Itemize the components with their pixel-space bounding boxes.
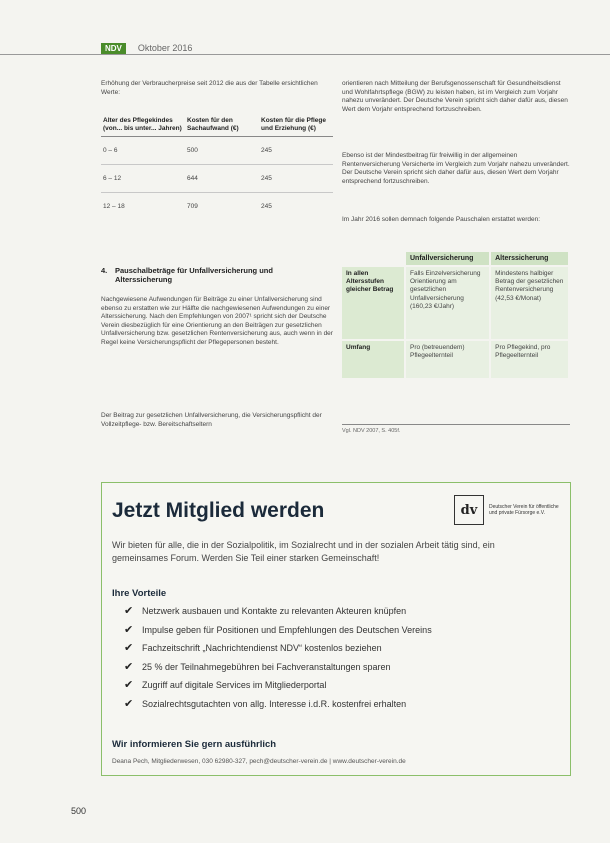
left-intro: Erhöhung der Verbraucherpreise seit 2012 die aus der Tabelle ersichtlichen Werte: — [101, 80, 318, 96]
corner-cell — [342, 252, 405, 266]
right-paragraph: Ebenso ist der Mindestbeitrag für freiwillig in der allgemeinen Rentenversicherung Versicherte im Vergleich zum Vorjahr nahezu unverändert. Der Deutsche Verein spricht sich daher dafür aus, diesen Wert dem Vorjahr entsprechend fortzuschreiben. — [342, 152, 570, 185]
membership-intro: Wir bieten für alle, die in der Sozialpolitik, im Sozialrecht und in der sozialen Arbeit tätig sind, ein gemeinsames Forum. Werden Sie Teil einer starken Gemeinschaft! — [112, 540, 495, 563]
cost-table — [101, 114, 333, 220]
table-row — [342, 266, 569, 340]
cell-care: 245 — [259, 193, 333, 221]
table-row — [101, 193, 333, 221]
list-item — [124, 621, 432, 640]
dv-logo — [454, 495, 567, 525]
list-item — [124, 676, 432, 695]
table-row — [342, 340, 569, 378]
cost-table-wrap — [101, 114, 333, 220]
header-rule — [0, 54, 610, 55]
footnote-rule — [342, 424, 570, 425]
list-item — [124, 602, 432, 621]
cell-care: 245 — [259, 137, 333, 165]
checkmark-icon: ✔ — [124, 642, 134, 655]
cell-pension: Pro Pflegekind, pro Pflegeelternteil — [490, 340, 569, 378]
page-number: 500 — [71, 806, 87, 816]
insurance-table-header — [342, 252, 569, 266]
issue-date: Oktober 2016 — [137, 43, 193, 53]
page-header — [101, 42, 192, 54]
cell-pension: Mindestens halbiger Betrag der gesetzlichen Rentenversicherung (42,53 €/Monat) — [490, 266, 569, 340]
insurance-table-wrap — [342, 252, 570, 378]
cost-header-material: Kosten für den Sachaufwand (€) — [185, 114, 259, 137]
header-pension: Alterssicherung — [490, 252, 569, 266]
contact-line: Deana Pech, Mitgliederwesen, 030 62980-327, pech@deutscher-verein.de | www.deutscher-verein.de — [112, 758, 406, 765]
benefit-text: Impulse geben für Positionen und Empfehlungen des Deutschen Vereins — [142, 624, 432, 635]
list-item — [124, 695, 432, 714]
benefit-text: Sozialrechtsgutachten von allg. Interesse i.d.R. kostenfrei erhalten — [142, 698, 407, 709]
right-paragraph: orientieren nach Mitteilung der Berufsgenossenschaft für Gesundheitsdienst und Wohlfahrtspflege (BGW) zu leisten haben, ist im Vergleich zum Vorjahr nahezu unverändert. Der Deutsche Verein spricht sich daher dafür aus, diesen Wert dem Vorjahr entsprechend fortzuschreiben. — [342, 80, 568, 113]
cost-table-header — [101, 114, 333, 137]
section-heading — [101, 266, 333, 284]
dv-logo-icon: dv — [454, 495, 484, 525]
cost-header-care: Kosten für die Pflege und Erziehung (€) — [259, 114, 333, 137]
list-item — [124, 658, 432, 677]
checkmark-icon: ✔ — [124, 623, 134, 636]
left-paragraph: Nachgewiesene Aufwendungen für Beiträge zu einer Unfallversicherung sind ebenso zu erstatten wie zur Hälfte die nachgewiesenen Aufwendungen zu einer Alterssicherung. Nach den Empfehlungen von 2007¹ spricht sich der Deutsche Verein diesbezüglich für eine Orientierung an den Beiträgen zur gesetzlichen Unfallversicherung bzw. gesetzlichen Rentenversicherung aus, auch wenn in der Regel keine Versicherungspflicht der Pflegepersonen besteht. — [101, 296, 333, 346]
checkmark-icon: ✔ — [124, 605, 134, 617]
list-item — [124, 639, 432, 658]
membership-title: Jetzt Mitglied werden — [112, 499, 325, 522]
cell-accident: Falls Einzelversicherung Orientierung am gesetzlichen Unfallversicherung (160,23 €/Jahr) — [405, 266, 490, 340]
cell-material: 644 — [185, 165, 259, 193]
cell-material: 709 — [185, 193, 259, 221]
cell-age: 6 – 12 — [101, 165, 185, 193]
cell-material: 500 — [185, 137, 259, 165]
logo-text: Deutscher Verein für öffentliche und private Fürsorge e.V. — [489, 504, 559, 516]
benefits-title: Ihre Vorteile — [112, 588, 167, 599]
footnote: Vgl. NDV 2007, S. 405f. — [342, 428, 401, 434]
cell-age: 12 – 18 — [101, 193, 185, 221]
benefit-text: Fachzeitschrift „Nachrichtendienst NDV“ kostenlos beziehen — [142, 643, 382, 654]
section-number: 4. — [101, 266, 108, 275]
left-paragraph: Der Beitrag zur gesetzlichen Unfallversicherung, die Versicherungspflicht der Vollzeitpflege- bzw. Bereitschaftseltern — [101, 412, 322, 428]
checkmark-icon: ✔ — [124, 697, 134, 710]
benefit-text: Zugriff auf digitale Services im Mitgliederportal — [142, 680, 327, 691]
checkmark-icon: ✔ — [124, 660, 134, 673]
benefit-text: 25 % der Teilnahmegebühren bei Fachveranstaltungen sparen — [142, 661, 391, 672]
insurance-table — [342, 252, 570, 378]
header-accident: Unfallversicherung — [405, 252, 490, 266]
journal-badge: NDV — [101, 43, 126, 54]
row-label: In allen Altersstufen gleicher Betrag — [342, 266, 405, 340]
benefits-list — [124, 602, 432, 714]
row-label: Umfang — [342, 340, 405, 378]
cell-age: 0 – 6 — [101, 137, 185, 165]
cost-header-age: Alter des Pflegekindes (von... bis unter... Jahren) — [101, 114, 185, 137]
cell-accident: Pro (betreuendem) Pflegeelternteil — [405, 340, 490, 378]
membership-box — [101, 482, 571, 776]
right-paragraph: Im Jahr 2016 sollen demnach folgende Pauschalen erstattet werden: — [342, 216, 541, 223]
benefit-text: Netzwerk ausbauen und Kontakte zu relevanten Akteuren knüpfen — [142, 606, 407, 616]
table-row — [101, 165, 333, 193]
cell-care: 245 — [259, 165, 333, 193]
section-title: Pauschalbeträge für Unfallversicherung und Alterssicherung — [115, 266, 273, 284]
checkmark-icon: ✔ — [124, 679, 134, 692]
table-row — [101, 137, 333, 165]
info-title: Wir informieren Sie gern ausführlich — [112, 739, 277, 750]
